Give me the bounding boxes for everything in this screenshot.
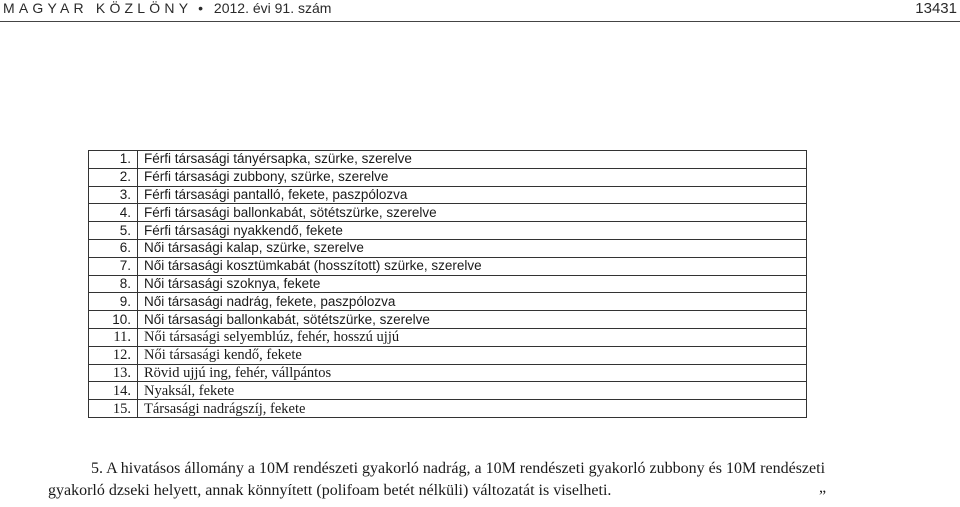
paragraph-line-2: gyakorló dzseki helyett, annak könnyített (polifoam betét nélküli) változatát is viselheti. (48, 482, 612, 499)
item-name: Női társasági nadrág, fekete, paszpólozva (138, 293, 807, 311)
table-row (89, 168, 807, 186)
item-number: 2. (89, 168, 138, 186)
table-row (89, 346, 807, 364)
table-row (89, 204, 807, 222)
page-header (3, 0, 957, 17)
item-number: 8. (89, 275, 138, 293)
paragraph-line-1: 5. A hivatásos állomány a 10M rendészeti gyakorló nadrág, a 10M rendészeti gyakorló zubbony és 10M rendészeti (91, 460, 826, 477)
item-name: Rövid ujjú ing, fehér, vállpántos (138, 364, 807, 382)
table-row (89, 400, 807, 418)
page-number: 13431 (915, 0, 957, 17)
item-name: Férfi társasági tányérsapka, szürke, szerelve (138, 151, 807, 169)
item-name: Női társasági kosztümkabát (hosszított) szürke, szerelve (138, 257, 807, 275)
item-number: 7. (89, 257, 138, 275)
item-name: Női társasági kalap, szürke, szerelve (138, 239, 807, 257)
item-number: 5. (89, 222, 138, 240)
item-name: Női társasági selyemblúz, fehér, hosszú ujjú (138, 328, 807, 346)
bullet-separator: • (198, 0, 204, 16)
table-row (89, 239, 807, 257)
item-number: 1. (89, 151, 138, 169)
journal-title: MAGYAR KÖZLÖNY (3, 0, 193, 16)
table-row (89, 186, 807, 204)
item-name: Nyaksál, fekete (138, 382, 807, 400)
item-number: 10. (89, 311, 138, 329)
header-left (3, 0, 331, 16)
table-row (89, 222, 807, 240)
table-row (89, 275, 807, 293)
item-name: Férfi társasági pantalló, fekete, paszpólozva (138, 186, 807, 204)
item-name: Társasági nadrágszíj, fekete (138, 400, 807, 418)
items-table-body (89, 151, 807, 418)
item-name: Férfi társasági ballonkabát, sötétszürke, szerelve (138, 204, 807, 222)
table-row (89, 328, 807, 346)
item-number: 14. (89, 382, 138, 400)
item-number: 9. (89, 293, 138, 311)
item-number: 11. (89, 328, 138, 346)
item-number: 13. (89, 364, 138, 382)
item-name: Férfi társasági zubbony, szürke, szerelve (138, 168, 807, 186)
closing-quote-mark: ” (819, 488, 827, 505)
issue-label: 2012. évi 91. szám (213, 0, 332, 16)
table-row (89, 293, 807, 311)
items-table (88, 150, 807, 418)
item-number: 3. (89, 186, 138, 204)
item-number: 15. (89, 400, 138, 418)
item-number: 12. (89, 346, 138, 364)
item-number: 4. (89, 204, 138, 222)
table-row (89, 364, 807, 382)
item-name: Női társasági ballonkabát, sötétszürke, szerelve (138, 311, 807, 329)
item-name: Férfi társasági nyakkendő, fekete (138, 222, 807, 240)
table-row (89, 151, 807, 169)
item-number: 6. (89, 239, 138, 257)
header-rule (0, 21, 960, 22)
table-row (89, 257, 807, 275)
table-row (89, 311, 807, 329)
item-name: Női társasági kendő, fekete (138, 346, 807, 364)
table-row (89, 382, 807, 400)
item-name: Női társasági szoknya, fekete (138, 275, 807, 293)
paragraph (48, 458, 888, 502)
